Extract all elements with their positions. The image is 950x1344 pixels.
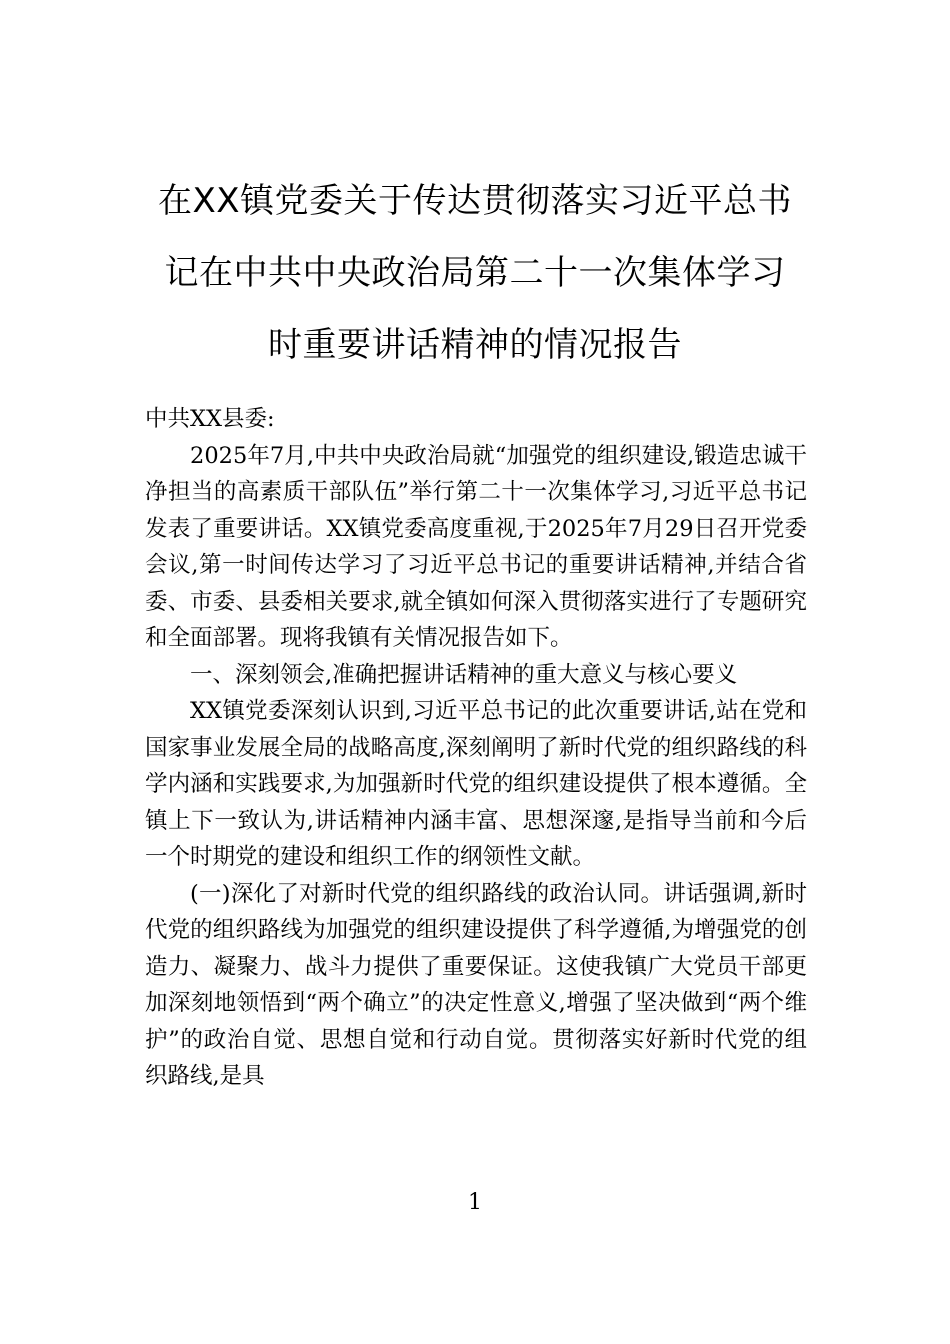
paragraph-intro: 2025年7月,中共中央政治局就“加强党的组织建设,锻造忠诚干净担当的高素质干部队伍”举行第二十一次集体学习,习近平总书记发表了重要讲话。XX镇党委高度重视,于2025年7月29日召开党委会议,第一时间传达学习了习近平总书记的重要讲话精神,并结合省委、市委、县委相关要求,就全镇如何深入贯彻落实进行了专题研究和全面部署。现将我镇有关情况报告如下。: [145, 442, 807, 651]
document-body: [145, 401, 807, 1095]
paragraph-subsection-1: (一)深化了对新时代党的组织路线的政治认同。讲话强调,新时代党的组织路线为加强党的组织建设提供了科学遵循,为增强党的创造力、凝聚力、战斗力提供了重要保证。这使我镇广大党员干部更加深刻地领悟到“两个确立”的决定性意义,增强了坚决做到“两个维护”的政治自觉、思想自觉和行动自觉。贯彻落实好新时代党的组织路线,是具: [145, 880, 807, 1089]
paragraph-section-1: XX镇党委深刻认识到,习近平总书记的此次重要讲话,站在党和国家事业发展全局的战略高度,深刻阐明了新时代党的组织路线的科学内涵和实践要求,为加强新时代党的组织建设提供了根本遵循。全镇上下一致认为,讲话精神内涵丰富、思想深邃,是指导当前和今后一个时期党的建设和组织工作的纲领性文献。: [145, 698, 807, 870]
section-heading-1: 一、深刻领会,准确把握讲话精神的重大意义与核心要义: [190, 661, 738, 688]
document-title: [140, 165, 810, 381]
title-line-3: 时重要讲话精神的情况报告: [268, 325, 682, 365]
title-line-1: 在XX镇党委关于传达贯彻落实习近平总书: [157, 181, 793, 221]
title-line-2: 记在中共中央政治局第二十一次集体学习: [164, 253, 786, 293]
salutation: 中共XX县委:: [145, 406, 275, 432]
page-number: 1: [468, 1190, 482, 1215]
